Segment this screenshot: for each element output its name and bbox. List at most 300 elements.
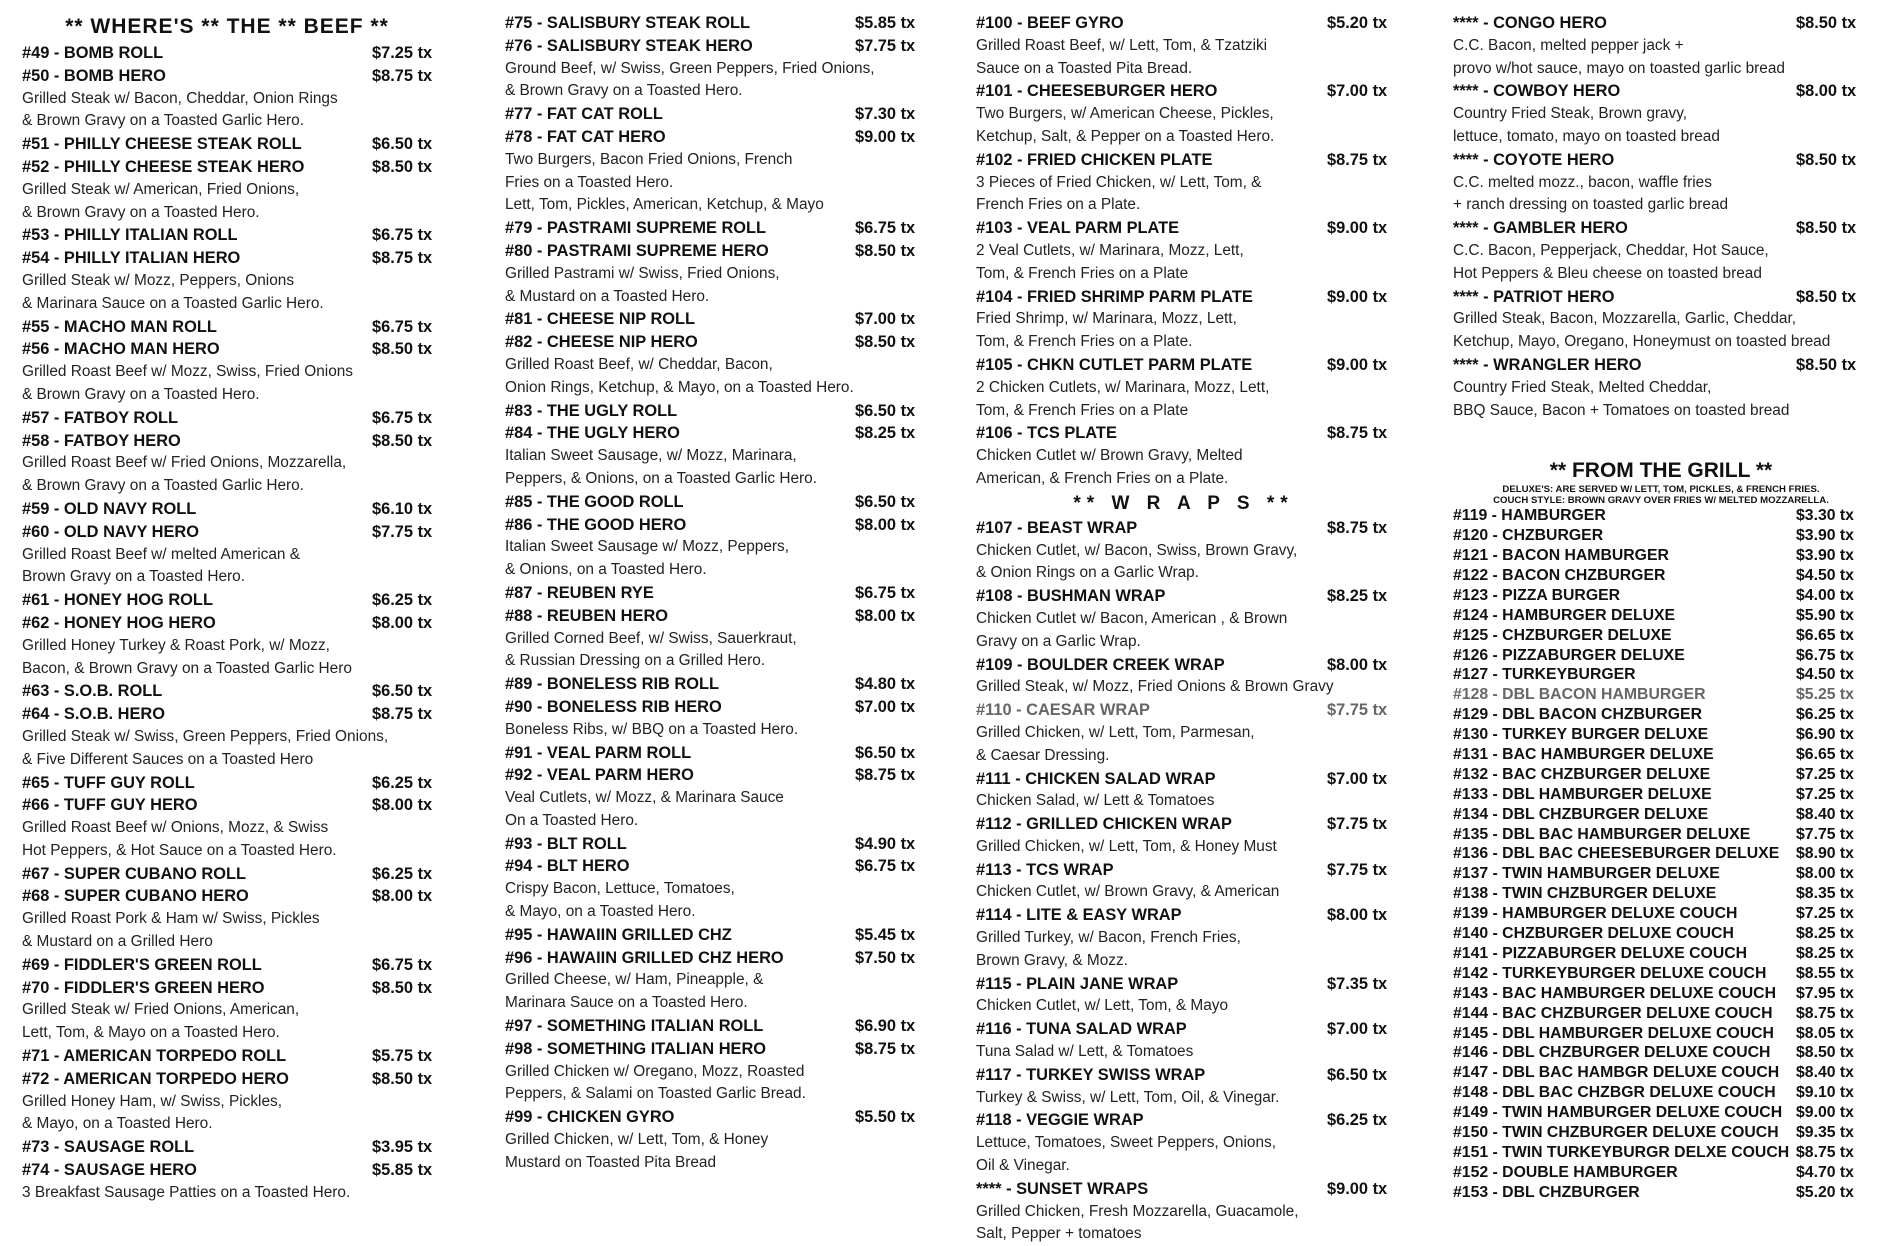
item-price: $8.50 tx [1796, 287, 1857, 306]
item-price: $7.00 tx [1327, 82, 1388, 101]
menu-item [22, 1159, 432, 1182]
item-description: lettuce, tomato, mayo on toasted bread [1453, 127, 1720, 145]
item-description: Grilled Roast Beef w/ Onions, Mozz, & Swiss [22, 819, 329, 837]
item-name: #150 - TWIN CHZBURGER DELUXE COUCH [1453, 1123, 1779, 1141]
item-description: Lett, Tom, Pickles, American, Ketchup, & Mayo [505, 196, 824, 214]
menu-item [1453, 1004, 1869, 1024]
menu-item [976, 149, 1391, 172]
item-description: Tuna Salad w/ Lett, & Tomatoes [976, 1043, 1194, 1061]
item-name: #65 - TUFF GUY ROLL [22, 773, 195, 792]
item-name: #59 - OLD NAVY ROLL [22, 499, 197, 518]
item-price: $7.75 tx [855, 36, 916, 55]
item-name: #108 - BUSHMAN WRAP [976, 587, 1166, 606]
item-price: $8.50 tx [372, 431, 433, 450]
item-price: $8.35 tx [1796, 885, 1854, 903]
item-description: Ground Beef, w/ Swiss, Green Peppers, Fried Onions, [505, 59, 875, 77]
menu-item [22, 680, 432, 703]
item-price: $8.50 tx [372, 978, 433, 997]
menu-item [1453, 1163, 1869, 1183]
item-price: $8.55 tx [1796, 964, 1854, 982]
menu-item [505, 742, 915, 765]
item-description: American, & French Fries on a Plate. [976, 469, 1229, 487]
item-name: #115 - PLAIN JANE WRAP [976, 974, 1179, 993]
item-name: #81 - CHEESE NIP ROLL [505, 310, 696, 329]
menu-item [1453, 80, 1869, 103]
menu-item [976, 1109, 1391, 1132]
item-name: **** - WRANGLER HERO [1453, 355, 1642, 374]
item-name: #96 - HAWAIIN GRILLED CHZ HERO [505, 948, 784, 967]
item-description: & Onion Rings on a Garlic Wrap. [976, 564, 1199, 582]
menu-item [976, 699, 1391, 722]
item-price: $6.25 tx [372, 773, 433, 792]
item-price: $6.50 tx [855, 401, 916, 420]
item-description: Grilled Honey Ham, w/ Swiss, Pickles, [22, 1092, 282, 1110]
item-name: #49 - BOMB ROLL [22, 44, 164, 62]
item-description: Chicken Cutlet w/ Brown Gravy, Melted [976, 447, 1243, 465]
item-description: Grilled Steak w/ Bacon, Cheddar, Onion Rings [22, 89, 338, 107]
item-description: & Brown Gravy on a Toasted Hero. [22, 203, 260, 221]
item-price: $5.45 tx [855, 925, 916, 944]
item-price: $4.90 tx [855, 834, 916, 853]
menu-item [976, 859, 1391, 882]
item-name: #147 - DBL BAC HAMBGR DELUXE COUCH [1453, 1064, 1780, 1082]
item-price: $8.75 tx [1327, 518, 1388, 537]
item-description: & Mayo, on a Toasted Hero. [22, 1115, 213, 1133]
item-price: $3.95 tx [372, 1138, 433, 1157]
item-name: #74 - SAUSAGE HERO [22, 1161, 197, 1180]
item-name: #78 - FAT CAT HERO [505, 127, 666, 146]
item-name: **** - CONGO HERO [1453, 14, 1607, 32]
item-description: Grilled Honey Turkey & Roast Pork, w/ Mozz, [22, 636, 330, 654]
item-description: Veal Cutlets, w/ Mozz, & Marinara Sauce [505, 789, 784, 807]
item-price: $8.75 tx [372, 705, 433, 724]
item-name: #120 - CHZBURGER [1453, 527, 1604, 545]
menu-item [22, 977, 432, 1000]
item-price: $8.25 tx [1796, 944, 1854, 962]
item-description: & Onions, on a Toasted Hero. [505, 561, 707, 579]
item-price: $7.75 tx [1796, 825, 1854, 843]
item-name: #104 - FRIED SHRIMP PARM PLATE [976, 287, 1253, 306]
item-description: Brown Gravy on a Toasted Hero. [22, 568, 245, 586]
item-name: #140 - CHZBURGER DELUXE COUCH [1453, 925, 1734, 943]
menu-item [505, 1015, 915, 1038]
menu-item [505, 240, 915, 263]
item-name: #70 - FIDDLER'S GREEN HERO [22, 978, 265, 997]
item-price: $8.05 tx [1796, 1024, 1854, 1042]
item-name: #124 - HAMBURGER DELUXE [1453, 606, 1676, 624]
item-description: Grilled Corned Beef, w/ Swiss, Sauerkraut, [505, 629, 797, 647]
item-price: $5.85 tx [855, 14, 916, 32]
item-name: #53 - PHILLY ITALIAN ROLL [22, 226, 238, 245]
menu-column-1 [22, 12, 432, 1205]
menu-item [505, 35, 915, 58]
item-description: Chicken Salad, w/ Lett & Tomatoes [976, 792, 1215, 810]
menu-item [1453, 964, 1869, 984]
item-name: #126 - PIZZABURGER DELUXE [1453, 646, 1685, 664]
item-description: Italian Sweet Sausage w/ Mozz, Peppers, [505, 538, 790, 556]
menu-item [505, 12, 915, 35]
item-price: $8.50 tx [372, 1069, 433, 1088]
menu-item [1453, 984, 1869, 1004]
item-price: $8.50 tx [372, 157, 433, 176]
item-price: $6.25 tx [372, 591, 433, 610]
item-name: #98 - SOMETHING ITALIAN HERO [505, 1039, 767, 1058]
item-price: $8.50 tx [855, 333, 916, 352]
menu-item [1453, 646, 1869, 666]
item-price: $8.00 tx [855, 515, 916, 534]
item-price: $8.00 tx [372, 613, 433, 632]
menu-item [22, 133, 432, 156]
menu-item [505, 331, 915, 354]
item-description: Grilled Cheese, w/ Ham, Pineapple, & [505, 971, 764, 989]
item-description: & Brown Gravy on a Toasted Garlic Hero. [22, 112, 304, 130]
item-description: Salt, Pepper + tomatoes [976, 1225, 1142, 1243]
item-price: $8.25 tx [1796, 925, 1854, 943]
item-price: $6.50 tx [1327, 1065, 1388, 1084]
item-price: $6.75 tx [855, 583, 916, 602]
item-price: $5.90 tx [1796, 606, 1854, 624]
menu-item [976, 1178, 1391, 1201]
menu-item [22, 1136, 432, 1159]
menu-item [1453, 586, 1869, 606]
item-price: $8.50 tx [1796, 150, 1857, 169]
item-description: 3 Breakfast Sausage Patties on a Toasted Hero. [22, 1183, 351, 1201]
item-description: Grilled Steak w/ Swiss, Green Peppers, Fried Onions, [22, 727, 389, 745]
grill-note-couch: COUCH STYLE: BROWN GRAVY OVER FRIES W/ MELTED MOZZARELLA. [1493, 495, 1829, 507]
menu-item [976, 585, 1391, 608]
menu-item [1453, 785, 1869, 805]
item-name: #141 - PIZZABURGER DELUXE COUCH [1453, 944, 1748, 962]
menu-item [505, 605, 915, 628]
menu-list-beef-continued [505, 12, 915, 1175]
item-name: #60 - OLD NAVY HERO [22, 522, 199, 541]
menu-item [1453, 149, 1869, 172]
item-name: #146 - DBL CHZBURGER DELUXE COUCH [1453, 1044, 1771, 1062]
item-name: #62 - HONEY HOG HERO [22, 613, 216, 632]
item-price: $6.50 tx [855, 743, 916, 762]
item-name: #84 - THE UGLY HERO [505, 424, 680, 443]
item-name: #103 - VEAL PARM PLATE [976, 219, 1180, 238]
item-price: $9.00 tx [855, 127, 916, 146]
menu-list-beef [22, 42, 432, 1205]
item-price: $8.25 tx [855, 424, 916, 443]
item-price: $7.75 tx [372, 522, 433, 541]
item-price: $4.50 tx [1796, 567, 1854, 585]
menu-item [976, 217, 1391, 240]
item-description: Fries on a Toasted Hero. [505, 173, 674, 191]
item-price: $7.00 tx [855, 310, 916, 329]
item-description: French Fries on a Plate. [976, 196, 1141, 214]
item-price: $6.75 tx [372, 955, 433, 974]
item-description: Grilled Steak w/ Fried Onions, American, [22, 1001, 300, 1019]
item-name: #136 - DBL BAC CHEESEBURGER DELUXE [1453, 845, 1780, 863]
menu-item [1453, 626, 1869, 646]
item-name: **** - GAMBLER HERO [1453, 219, 1628, 238]
item-name: #130 - TURKEY BURGER DELUXE [1453, 726, 1709, 744]
item-name: #125 - CHZBURGER DELUXE [1453, 626, 1672, 644]
menu-list-plates [976, 12, 1391, 491]
item-description: Boneless Ribs, w/ BBQ on a Toasted Hero. [505, 720, 799, 738]
menu-column-3 [976, 12, 1391, 1246]
menu-item [22, 316, 432, 339]
menu-item [22, 954, 432, 977]
menu-item [505, 924, 915, 947]
item-description: Lettuce, Tomatoes, Sweet Peppers, Onions, [976, 1134, 1277, 1152]
item-description: Grilled Steak w/ American, Fried Onions, [22, 180, 300, 198]
menu-item [1453, 685, 1869, 705]
item-name: #118 - VEGGIE WRAP [976, 1111, 1144, 1130]
menu-item [976, 904, 1391, 927]
item-price: $8.00 tx [1327, 655, 1388, 674]
menu-column-4 [1453, 12, 1869, 1203]
item-price: $9.00 tx [1327, 1179, 1388, 1198]
item-description: On a Toasted Hero. [505, 811, 639, 829]
item-name: #77 - FAT CAT ROLL [505, 105, 663, 124]
item-price: $8.00 tx [1327, 906, 1388, 925]
item-price: $4.00 tx [1796, 586, 1854, 604]
item-description: Crispy Bacon, Lettuce, Tomatoes, [505, 880, 735, 898]
menu-item [505, 400, 915, 423]
item-name: #133 - DBL HAMBURGER DELUXE [1453, 785, 1712, 803]
item-name: #69 - FIDDLER'S GREEN ROLL [22, 955, 262, 974]
item-price: $8.75 tx [1327, 424, 1388, 443]
item-price: $7.00 tx [1327, 769, 1388, 788]
item-description: Fried Shrimp, w/ Marinara, Mozz, Lett, [976, 310, 1237, 328]
item-description: Mustard on Toasted Pita Bread [505, 1153, 717, 1171]
item-name: #72 - AMERICAN TORPEDO HERO [22, 1069, 289, 1088]
menu-item [22, 863, 432, 886]
item-name: #107 - BEAST WRAP [976, 518, 1138, 537]
item-price: $8.75 tx [1327, 150, 1388, 169]
menu-item [22, 65, 432, 88]
item-name: #76 - SALISBURY STEAK HERO [505, 36, 753, 55]
item-name: #95 - HAWAIIN GRILLED CHZ [505, 925, 732, 944]
menu-item [1453, 286, 1869, 309]
item-price: $4.70 tx [1796, 1163, 1854, 1181]
menu-item [22, 772, 432, 795]
item-description: Turkey & Swiss, w/ Lett, Tom, Oil, & Vinegar. [976, 1088, 1280, 1106]
menu-item [505, 833, 915, 856]
item-name: #116 - TUNA SALAD WRAP [976, 1020, 1187, 1039]
item-description: Two Burgers, Bacon Fried Onions, French [505, 150, 793, 168]
item-description: Grilled Roast Beef w/ melted American & [22, 545, 301, 563]
item-name: #99 - CHICKEN GYRO [505, 1108, 675, 1127]
item-price: $8.00 tx [855, 606, 916, 625]
item-name: #87 - REUBEN RYE [505, 583, 654, 602]
item-name: #142 - TURKEYBURGER DELUXE COUCH [1453, 964, 1767, 982]
item-price: $7.25 tx [1796, 905, 1854, 923]
item-description: Oil & Vinegar. [976, 1157, 1070, 1175]
item-price: $7.50 tx [855, 948, 916, 967]
item-description: Peppers, & Salami on Toasted Garlic Bread. [505, 1085, 806, 1103]
item-name: #54 - PHILLY ITALIAN HERO [22, 249, 241, 268]
item-description: Grilled Roast Beef, w/ Cheddar, Bacon, [505, 355, 773, 373]
item-name: #80 - PASTRAMI SUPREME HERO [505, 241, 769, 260]
item-description: Sauce on a Toasted Pita Bread. [976, 59, 1193, 77]
item-description: Chicken Cutlet w/ Bacon, American , & Brown [976, 609, 1288, 627]
grill-note-deluxe: DELUXE'S: ARE SERVED W/ LETT, TOM, PICKLES, & FRENCH FRIES. [1502, 484, 1820, 496]
menu-item [22, 247, 432, 270]
menu-item [505, 673, 915, 696]
menu-item [1453, 725, 1869, 745]
item-price: $3.90 tx [1796, 547, 1854, 565]
item-description: & Mustard on a Toasted Hero. [505, 287, 710, 305]
item-description: & Brown Gravy on a Toasted Hero. [22, 385, 260, 403]
item-name: **** - SUNSET WRAPS [976, 1179, 1149, 1198]
item-description: 3 Pieces of Fried Chicken, w/ Lett, Tom, & [976, 173, 1262, 191]
item-price: $8.50 tx [1796, 1044, 1854, 1062]
menu-item [976, 286, 1391, 309]
item-price: $6.75 tx [372, 408, 433, 427]
item-description: Marinara Sauce on a Toasted Hero. [505, 994, 748, 1012]
menu-item [1453, 1143, 1869, 1163]
item-description: Gravy on a Garlic Wrap. [976, 632, 1141, 650]
item-name: #67 - SUPER CUBANO ROLL [22, 864, 247, 883]
menu-item [22, 42, 432, 65]
item-description: Grilled Roast Beef, w/ Lett, Tom, & Tzatziki [976, 36, 1268, 54]
menu-item [505, 103, 915, 126]
item-price: $6.90 tx [1796, 726, 1854, 744]
item-price: $6.10 tx [372, 499, 433, 518]
item-price: $8.50 tx [855, 241, 916, 260]
item-price: $8.75 tx [1796, 1143, 1854, 1161]
item-name: #102 - FRIED CHICKEN PLATE [976, 150, 1213, 169]
item-description: Grilled Chicken w/ Oregano, Mozz, Roasted [505, 1062, 805, 1080]
menu-item [22, 338, 432, 361]
item-price: $8.25 tx [1327, 587, 1388, 606]
item-description: provo w/hot sauce, mayo on toasted garlic bread [1453, 59, 1785, 77]
item-price: $5.75 tx [372, 1047, 433, 1066]
item-price: $6.75 tx [372, 317, 433, 336]
item-description: Country Fried Steak, Melted Cheddar, [1453, 378, 1712, 396]
menu-item [1453, 705, 1869, 725]
item-price: $3.90 tx [1796, 527, 1854, 545]
item-name: #75 - SALISBURY STEAK ROLL [505, 14, 750, 32]
item-price: $6.75 tx [1796, 646, 1854, 664]
item-name: #135 - DBL BAC HAMBURGER DELUXE [1453, 825, 1751, 843]
menu-item [1453, 1063, 1869, 1083]
item-price: $7.75 tx [1327, 815, 1388, 834]
section-header-from-the-grill: ** FROM THE GRILL ** [1549, 459, 1773, 483]
menu-item [505, 1038, 915, 1061]
item-name: **** - PATRIOT HERO [1453, 287, 1615, 306]
item-price: $8.50 tx [1796, 14, 1857, 32]
item-price: $8.75 tx [855, 1039, 916, 1058]
item-price: $7.25 tx [1796, 785, 1854, 803]
item-name: #105 - CHKN CUTLET PARM PLATE [976, 355, 1253, 374]
item-name: #94 - BLT HERO [505, 857, 630, 876]
menu-item [1453, 844, 1869, 864]
item-description: Grilled Steak, w/ Mozz, Fried Onions & Brown Gravy [976, 678, 1334, 696]
menu-item [22, 1068, 432, 1091]
item-description: Two Burgers, w/ American Cheese, Pickles, [976, 105, 1274, 123]
item-name: #57 - FATBOY ROLL [22, 408, 179, 427]
item-name: #106 - TCS PLATE [976, 424, 1117, 443]
item-name: #85 - THE GOOD ROLL [505, 492, 684, 511]
item-price: $6.75 tx [855, 857, 916, 876]
item-price: $7.30 tx [855, 105, 916, 124]
item-name: #93 - BLT ROLL [505, 834, 627, 853]
item-name: #148 - DBL BAC CHZBGR DELUXE COUCH [1453, 1084, 1776, 1102]
menu-item [1453, 566, 1869, 586]
item-name: #114 - LITE & EASY WRAP [976, 906, 1182, 925]
item-description: Grilled Turkey, w/ Bacon, French Fries, [976, 929, 1241, 947]
item-price: $6.25 tx [1796, 706, 1854, 724]
item-name: #73 - SAUSAGE ROLL [22, 1138, 195, 1157]
item-price: $8.75 tx [1796, 1004, 1854, 1022]
item-name: #151 - TWIN TURKEYBURGR DELXE COUCH [1453, 1143, 1790, 1161]
item-price: $8.00 tx [1796, 865, 1854, 883]
menu-item [22, 407, 432, 430]
item-description: & Russian Dressing on a Grilled Hero. [505, 652, 766, 670]
item-description: Grilled Chicken, w/ Lett, Tom, & Honey [505, 1131, 769, 1149]
item-name: #149 - TWIN HAMBURGER DELUXE COUCH [1453, 1104, 1783, 1122]
item-description: Hot Peppers & Bleu cheese on toasted bread [1453, 264, 1762, 282]
item-description: 2 Chicken Cutlets, w/ Marinara, Mozz, Lett, [976, 378, 1270, 396]
menu-item [976, 973, 1391, 996]
item-description: Grilled Steak w/ Mozz, Peppers, Onions [22, 271, 295, 289]
item-name: #101 - CHEESEBURGER HERO [976, 82, 1218, 101]
item-description: Peppers, & Onions, on a Toasted Garlic Hero. [505, 469, 817, 487]
menu-item [505, 514, 915, 537]
menu-item [1453, 1043, 1869, 1063]
menu-item [1453, 665, 1869, 685]
item-name: #138 - TWIN CHZBURGER DELUXE [1453, 885, 1717, 903]
item-price: $6.90 tx [855, 1017, 916, 1036]
item-description: Italian Sweet Sausage, w/ Mozz, Marinara, [505, 447, 797, 465]
item-price: $6.25 tx [372, 864, 433, 883]
menu-column-2 [505, 12, 915, 1175]
item-name: #97 - SOMETHING ITALIAN ROLL [505, 1017, 764, 1036]
item-description: Grilled Roast Pork & Ham w/ Swiss, Pickles [22, 910, 320, 928]
menu-item [976, 654, 1391, 677]
item-price: $8.00 tx [372, 887, 433, 906]
item-description: & Mustard on a Grilled Hero [22, 933, 213, 951]
menu-item [505, 491, 915, 514]
item-description: & Brown Gravy on a Toasted Hero. [505, 82, 743, 100]
item-price: $8.75 tx [855, 766, 916, 785]
item-price: $6.50 tx [855, 492, 916, 511]
item-price: $9.00 tx [1327, 355, 1388, 374]
menu-item [505, 308, 915, 331]
item-price: $7.35 tx [1327, 974, 1388, 993]
menu-item [22, 589, 432, 612]
item-description: Tom, & French Fries on a Plate [976, 264, 1189, 282]
item-name: #132 - BAC CHZBURGER DELUXE [1453, 765, 1711, 783]
item-description: & Marinara Sauce on a Toasted Garlic Hero. [22, 294, 324, 312]
menu-item [505, 126, 915, 149]
item-name: #143 - BAC HAMBURGER DELUXE COUCH [1453, 984, 1776, 1002]
menu-item [976, 1064, 1391, 1087]
item-name: #139 - HAMBURGER DELUXE COUCH [1453, 905, 1738, 923]
item-name: #51 - PHILLY CHEESE STEAK ROLL [22, 135, 302, 154]
item-name: #131 - BAC HAMBURGER DELUXE [1453, 746, 1714, 764]
item-description: Tom, & French Fries on a Plate [976, 401, 1189, 419]
item-description: Onion Rings, Ketchup, & Mayo, on a Toasted Hero. [505, 378, 854, 396]
item-price: $4.80 tx [855, 675, 916, 694]
item-price: $5.20 tx [1796, 1183, 1854, 1201]
item-price: $9.00 tx [1327, 287, 1388, 306]
item-name: #110 - CAESAR WRAP [976, 701, 1150, 720]
item-name: #89 - BONELESS RIB ROLL [505, 675, 720, 694]
item-name: #61 - HONEY HOG ROLL [22, 591, 213, 610]
menu-item [1453, 1123, 1869, 1143]
item-name: #63 - S.O.B. ROLL [22, 682, 163, 701]
menu-item [22, 885, 432, 908]
menu-item [22, 1045, 432, 1068]
item-price: $6.65 tx [1796, 746, 1854, 764]
item-name: #58 - FATBOY HERO [22, 431, 181, 450]
